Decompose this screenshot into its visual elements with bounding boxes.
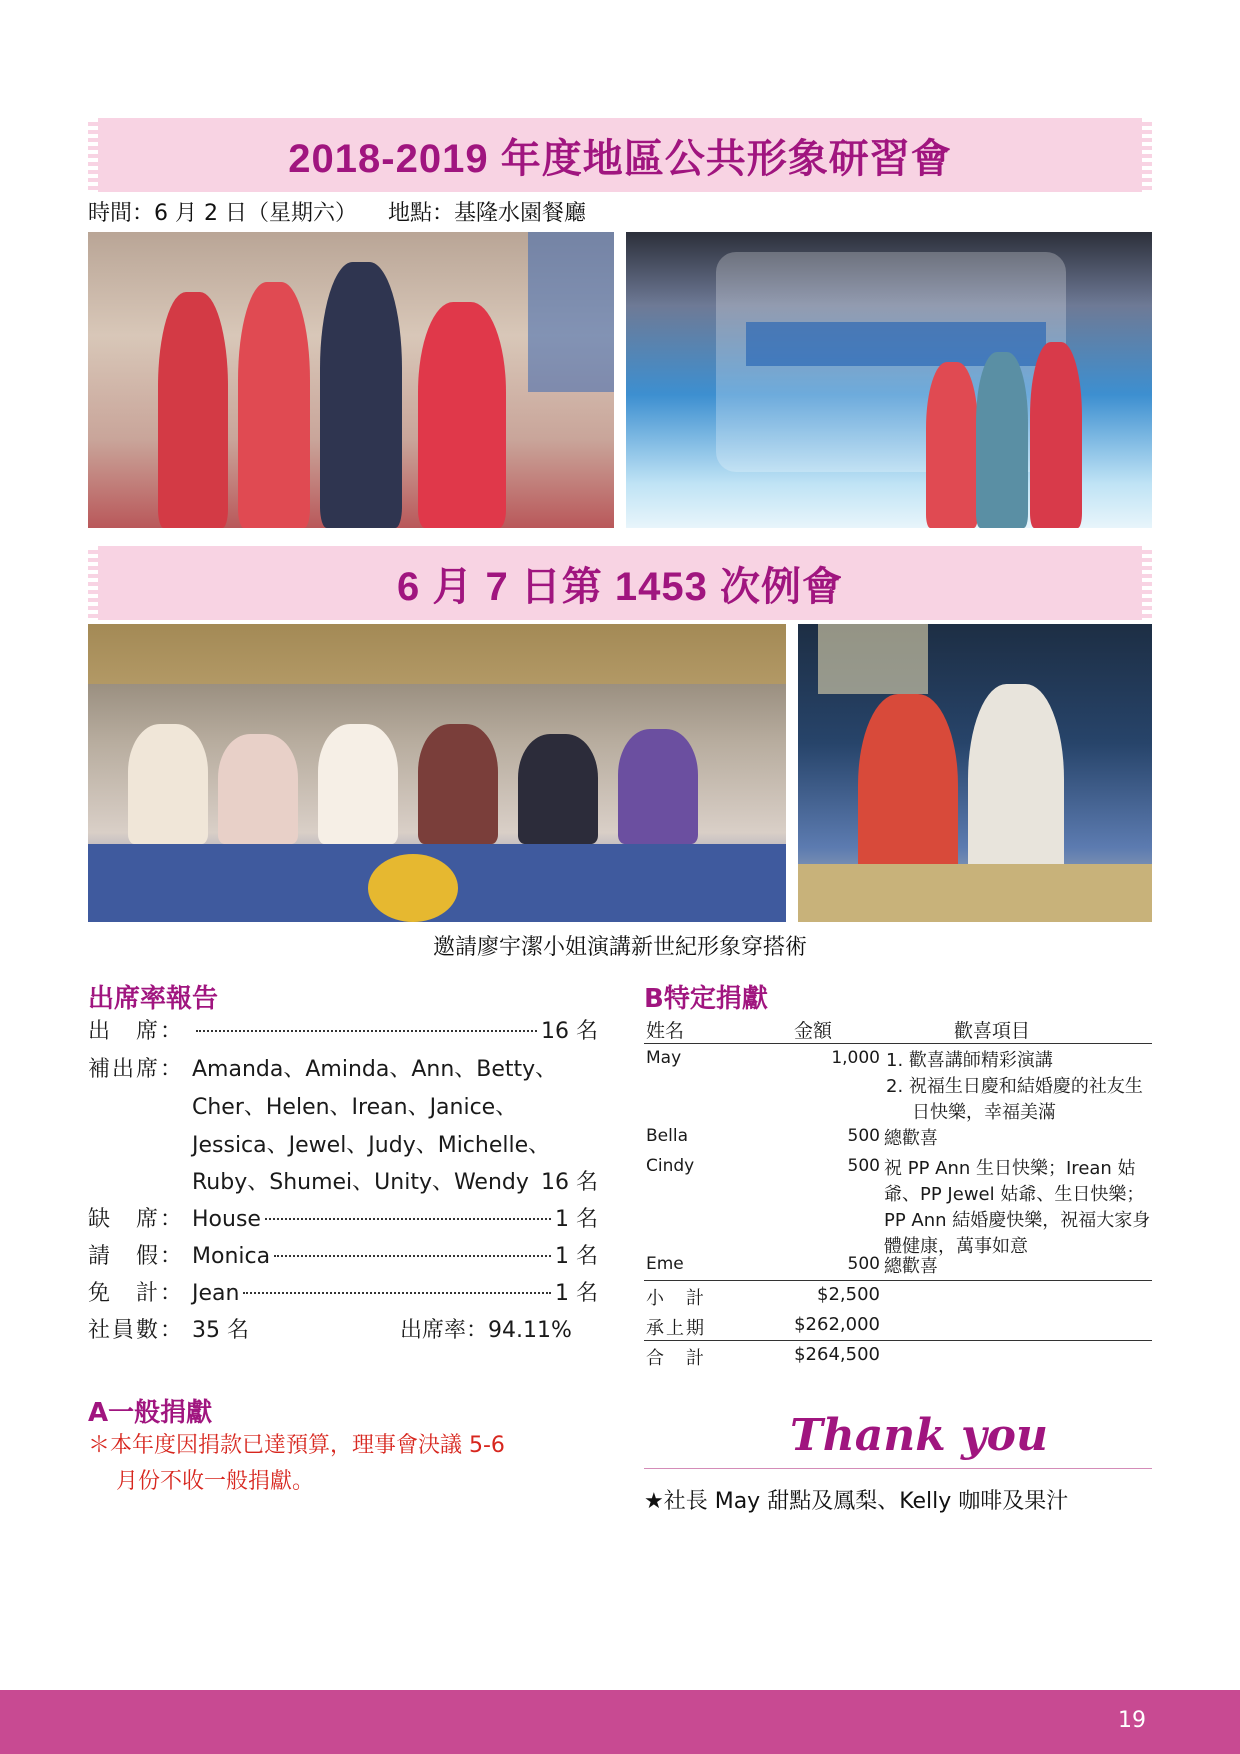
leave-name: Monica	[192, 1244, 271, 1269]
makeup-line-4: Ruby、Shumei、Unity、Wendy	[192, 1170, 529, 1195]
donor-name: Eme	[646, 1254, 684, 1274]
section-banner-meeting	[88, 546, 1152, 620]
donor-item: 總歡喜	[884, 1256, 938, 1277]
attendance-exempt-row	[88, 1276, 598, 1307]
attendance-summary-row	[88, 1313, 598, 1344]
makeup-line-3: Jessica、Jewel、Judy、Michelle、	[192, 1133, 551, 1158]
donor-amount: 500	[847, 1156, 880, 1176]
attendance-present-row	[88, 1014, 598, 1045]
rate-value: 94.11%	[488, 1318, 572, 1343]
subtotal-label: 小 計	[646, 1288, 706, 1309]
carried-row	[644, 1310, 914, 1340]
donor-amount: 500	[847, 1126, 880, 1146]
meeting-title: 6 月 7 日第 1453 次例會	[396, 564, 844, 609]
exempt-name: Jean	[192, 1281, 240, 1306]
rate-group	[400, 1313, 572, 1344]
total-label: 合 計	[646, 1348, 706, 1369]
donation-b-heading: B特定捐獻	[644, 984, 768, 1014]
subtotal-row	[644, 1280, 914, 1310]
makeup-count: 16 名	[541, 1170, 598, 1195]
rate-label: 出席率：	[400, 1318, 489, 1343]
donor-name: Cindy	[646, 1156, 695, 1176]
donor-items	[884, 1048, 1152, 1126]
donation-table-header	[644, 1014, 1152, 1044]
thank-you-note: ★社長 May 甜點及鳳梨、Kelly 咖啡及果汁	[644, 1489, 1069, 1514]
attendance-absent-row	[88, 1202, 598, 1233]
donor-name: Bella	[646, 1126, 688, 1146]
seminar-title: 2018-2019 年度地區公共形象研習會	[288, 136, 952, 181]
event-time: 時間：6 月 2 日（星期六）	[88, 201, 357, 226]
carried-label: 承上期	[646, 1318, 706, 1339]
donor-item: 祝 PP Ann 生日快樂；Irean 姑爺、PP Jewel 姑爺、生日快樂；PP Ann 結婚慶快樂，祝福大家身體健康，萬事如意	[884, 1158, 1151, 1257]
leave-value: 1 名	[555, 1244, 598, 1269]
total-row	[644, 1340, 914, 1370]
total-value: $264,500	[794, 1344, 880, 1365]
col-header-items: 歡喜項目	[954, 1020, 1031, 1042]
meeting-group-photo	[88, 624, 786, 922]
donor-amount: 500	[847, 1254, 880, 1274]
members-label: 社員數：	[88, 1318, 185, 1343]
donor-item: 2. 祝福生日慶和結婚慶的社友生日快樂，幸福美滿	[886, 1076, 1143, 1123]
donation-a-heading: A一般捐獻	[88, 1398, 213, 1428]
donor-name: May	[646, 1048, 682, 1068]
col-header-amount: 金額	[794, 1020, 833, 1042]
thank-you-divider	[644, 1468, 1152, 1469]
footer-bar	[0, 1690, 1240, 1754]
attendance-heading: 出席率報告	[88, 984, 219, 1014]
event-meta	[88, 196, 610, 227]
present-label: 出 席：	[88, 1019, 185, 1044]
exempt-label: 免 計：	[88, 1281, 185, 1306]
exempt-value: 1 名	[555, 1281, 598, 1306]
seminar-group-photo	[88, 232, 614, 528]
members-value: 35 名	[192, 1318, 249, 1343]
donation-a-note	[88, 1428, 608, 1500]
event-place: 地點：基隆水園餐廳	[387, 201, 586, 226]
attendance-leave-row	[88, 1239, 598, 1270]
carried-value: $262,000	[794, 1314, 880, 1335]
makeup-line-1: Amanda、Aminda、Ann、Betty、	[192, 1057, 558, 1082]
photo-caption: 邀請廖宇潔小姐演講新世紀形象穿搭術	[432, 935, 807, 960]
subtotal-value: $2,500	[817, 1284, 880, 1305]
donor-item: 總歡喜	[884, 1128, 938, 1149]
makeup-line-2: Cher、Helen、Irean、Janice、	[192, 1095, 518, 1120]
col-header-name: 姓名	[646, 1020, 685, 1042]
attendance-makeup-row	[88, 1052, 598, 1083]
leave-label: 請 假：	[88, 1244, 185, 1269]
page-number: 19	[1118, 1708, 1146, 1733]
present-value: 16 名	[541, 1019, 598, 1044]
seminar-stage-photo	[626, 232, 1152, 528]
donor-items	[884, 1126, 1152, 1152]
thank-you-script: Thank you	[790, 1410, 1048, 1461]
absent-name: House	[192, 1207, 261, 1232]
donor-items	[884, 1156, 1152, 1260]
makeup-label: 補出席：	[88, 1057, 185, 1082]
donor-item: 1. 歡喜講師精彩演講	[886, 1050, 1053, 1071]
donation-a-note-line1: ＊本年度因捐款已達預算，理事會決議 5-6	[88, 1433, 505, 1458]
donor-amount: 1,000	[831, 1048, 880, 1068]
absent-value: 1 名	[555, 1207, 598, 1232]
speaker-photo	[798, 624, 1152, 922]
section-banner-seminar	[88, 118, 1152, 192]
donor-items	[884, 1254, 1152, 1280]
absent-label: 缺 席：	[88, 1207, 185, 1232]
donation-a-note-line2: 月份不收一般捐獻。	[116, 1469, 315, 1494]
makeup-line-4-row	[192, 1165, 598, 1196]
